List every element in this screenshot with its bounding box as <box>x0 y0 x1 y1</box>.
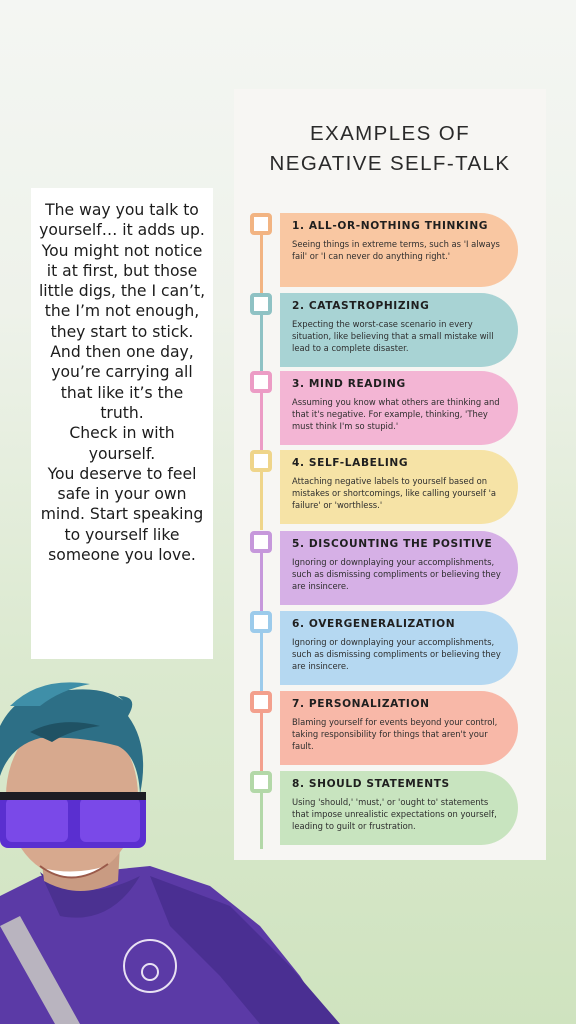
selfie-person-illustration <box>0 676 380 1024</box>
timeline-marker <box>250 371 272 393</box>
self-talk-item <box>234 213 546 287</box>
timeline-connector <box>260 553 263 611</box>
item-description: Assuming you know what others are thinking and that it's negative. For example, thinking, 'They must think I'm so stupid.' <box>292 397 500 432</box>
self-talk-item <box>234 371 546 445</box>
item-description: Expecting the worst-case scenario in every situation, like believing that a small mistake will lead to a complete disaster. <box>292 319 494 354</box>
item-description: Using 'should,' 'must,' or 'ought to' statements that impose unrealistic expectations on yourself, leading to guilt or frustration. <box>292 797 497 832</box>
item-title: 4. SELF-LABELING <box>292 457 409 469</box>
infographic-title <box>234 119 546 179</box>
self-talk-item <box>234 611 546 685</box>
caption-line: You deserve to feel safe in your own mind. Start speaking to yourself like someone you love. <box>40 464 204 565</box>
self-talk-pill <box>280 450 518 524</box>
item-title: 1. ALL-OR-NOTHING THINKING <box>292 220 489 232</box>
self-talk-pill <box>280 531 518 605</box>
item-title: 8. SHOULD STATEMENTS <box>292 778 450 790</box>
item-title: 3. MIND READING <box>292 378 406 390</box>
item-description: Attaching negative labels to yourself based on mistakes or shortcomings, like calling yourself 'a failure' or 'worthless.' <box>292 476 497 511</box>
self-talk-pill <box>280 213 518 287</box>
caption-line: Check in with yourself. <box>69 424 175 463</box>
self-talk-item <box>234 293 546 367</box>
item-title: 7. PERSONALIZATION <box>292 698 430 710</box>
self-talk-item <box>234 531 546 605</box>
timeline-marker <box>250 293 272 315</box>
timeline-connector <box>260 315 263 373</box>
item-description: Ignoring or downplaying your accomplishments, such as dismissing compliments or believing they are insincere. <box>292 557 501 592</box>
timeline-marker <box>250 611 272 633</box>
timeline-marker <box>250 450 272 472</box>
timeline-connector <box>260 393 263 451</box>
infographic-title-line: NEGATIVE SELF-TALK <box>269 152 511 175</box>
self-talk-pill <box>280 611 518 685</box>
timeline-connector <box>260 472 263 530</box>
timeline-marker <box>250 531 272 553</box>
item-title: 5. DISCOUNTING THE POSITIVE <box>292 538 493 550</box>
item-description: Ignoring or downplaying your accomplishments, such as dismissing compliments or believing they are insincere. <box>292 637 501 672</box>
caption-card <box>31 188 213 659</box>
infographic-title-line: EXAMPLES OF <box>309 122 471 145</box>
caption-line: And then one day, you’re carrying all that like it’s the truth. <box>50 343 194 422</box>
item-title: 6. OVERGENERALIZATION <box>292 618 456 630</box>
caption-line: You might not notice it at first, but those little digs, the I can’t, the I’m not enough, they start to stick. <box>38 241 206 341</box>
timeline-marker <box>250 213 272 235</box>
item-description: Blaming yourself for events beyond your control, taking responsibility for things that aren't your fault. <box>292 717 498 752</box>
item-title: 2. CATASTROPHIZING <box>292 300 430 312</box>
self-talk-pill <box>280 293 518 367</box>
caption-line: The way you talk to yourself… it adds up. <box>39 201 205 240</box>
timeline-connector <box>260 235 263 293</box>
item-description: Seeing things in extreme terms, such as 'I always fail' or 'I can never do anything right.' <box>292 239 500 262</box>
self-talk-item <box>234 450 546 524</box>
self-talk-pill <box>280 371 518 445</box>
